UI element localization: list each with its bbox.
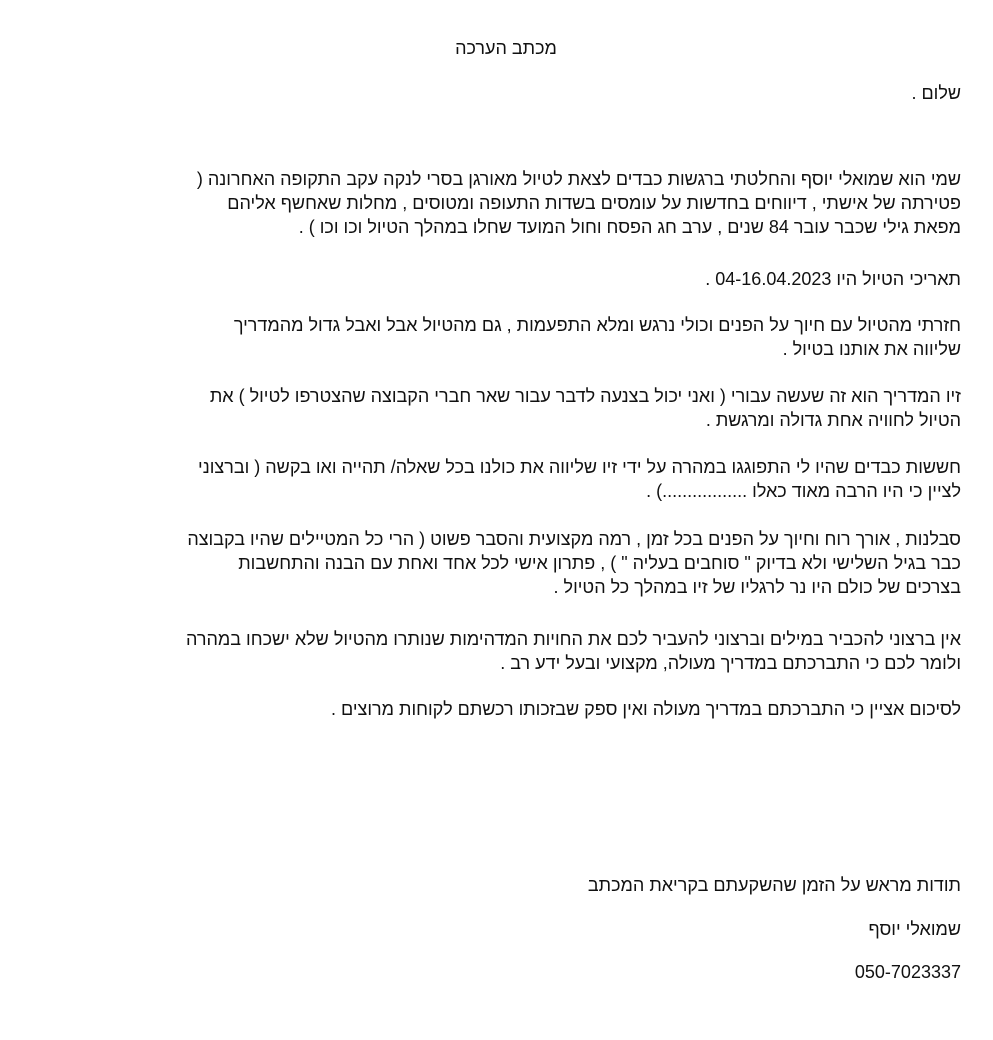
paragraph-return xyxy=(234,313,961,361)
summary xyxy=(331,697,961,721)
summary-text: לסיכום אציין כי התברכתם במדריך מעולה ואין ספק שבזכותו רכשתם לקוחות מרוצים . xyxy=(331,699,961,719)
dates-text: תאריכי הטיול היו 04-16.04.2023 . xyxy=(705,269,961,289)
paragraph-line: אין ברצוני להכביר במילים וברצוני להעביר לכם את החויות המדהימות שנותרו מהטיול שלא ישכחו במהרה xyxy=(186,629,961,649)
contact xyxy=(855,960,961,984)
greeting xyxy=(911,81,961,105)
paragraph-line: מפאת גילי שכבר עובר 84 שנים , ערב חג הפסח וחול המועד שחלו במהלך הטיול וכו וכו ) . xyxy=(298,217,961,237)
paragraph-closing xyxy=(186,627,961,675)
paragraph-concerns xyxy=(198,455,961,503)
paragraph-guide xyxy=(210,384,961,432)
paragraph-line: ולומר לכם כי התברכתם במדריך מעולה, מקצועי ובעל ידע רב . xyxy=(500,653,961,673)
paragraph-line: פטירתה של אישתי , דיווחים בחדשות על עומסים בשדות התעופה ומטוסים , מחלות שאחשף אליהם xyxy=(227,193,961,213)
paragraph-line: לציין כי היו הרבה מאוד כאלו .................) . xyxy=(646,481,961,501)
greeting-text: שלום . xyxy=(911,83,961,103)
signature xyxy=(868,917,961,941)
paragraph-line: זיו המדריך הוא זה שעשה עבורי ( ואני יכול בצנעה לדבר עבור שאר חברי הקבוצה שהצטרפו לטיול ) את xyxy=(209,386,961,406)
thanks xyxy=(588,873,961,897)
letter-title: מכתב הערכה xyxy=(455,38,557,58)
paragraph-line: שליווה את אותנו בטיול . xyxy=(782,339,961,359)
paragraph-line: סבלנות , אורך רוח וחיוך על הפנים בכל זמן , רמה מקצועית והסבר פשוט ( הרי כל המטיילים שהיו בקבוצה xyxy=(187,529,961,549)
paragraph-line: בצרכים של כולם היו נר לרגליו של זיו במהלך כל הטיול . xyxy=(553,577,961,597)
phone-number: 050-7023337 xyxy=(854,962,961,982)
trip-dates xyxy=(705,267,961,291)
thanks-text: תודות מראש על הזמן שהשקעתם בקריאת המכתב xyxy=(587,875,961,895)
paragraph-intro xyxy=(197,167,961,239)
paragraph-line: הטיול לחוויה אחת גדולה ומרגשת . xyxy=(705,410,961,430)
paragraph-line: חששות כבדים שהיו לי התפוגגו במהרה על ידי זיו שליווה את כולנו בכל שאלה/ תהייה ואו בקשה ( וברצוני xyxy=(198,457,961,477)
paragraph-patience xyxy=(187,527,961,599)
signature-name: שמואלי יוסף xyxy=(868,919,961,939)
paragraph-line: שמי הוא שמואלי יוסף והחלטתי ברגשות כבדים לצאת לטיול מאורגן בסרי לנקה עקב התקופה האחרונה ( xyxy=(196,169,961,189)
paragraph-line: חזרתי מהטיול עם חיוך על הפנים וכולי נרגש ומלא התפעמות , גם מהטיול אבל ואבל גדול מהמדריך xyxy=(233,315,961,335)
paragraph-line: כבר בגיל השלישי ולא בדיוק " סוחבים בעליה " ) , פתרון אישי לכל אחד ואחת עם הבנה והתחשבות xyxy=(238,553,961,573)
